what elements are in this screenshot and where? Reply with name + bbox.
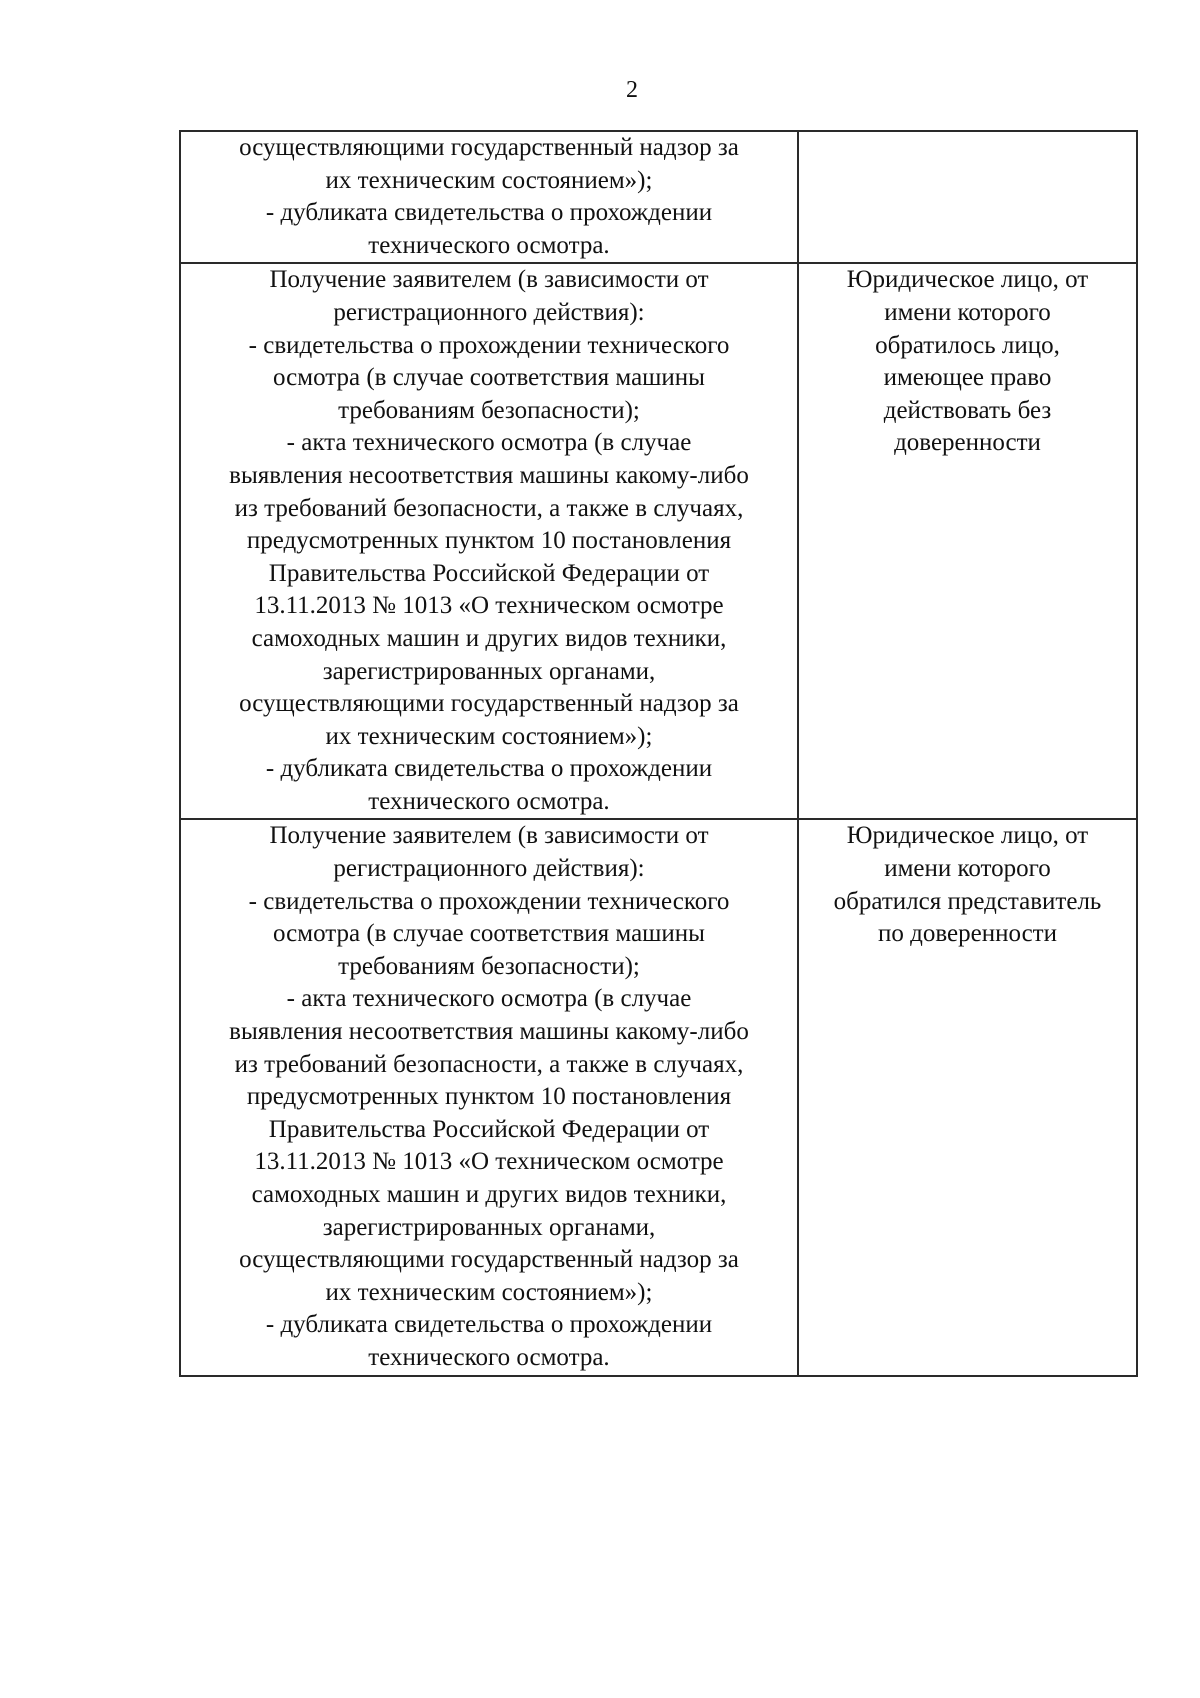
table-cell-left [180, 819, 798, 1375]
cell-text-line: предусмотренных пунктом 10 постановления [246, 527, 732, 555]
cell-text-line: регистрационного действия): [333, 298, 645, 326]
cell-text-line: обратилось лицо, [875, 331, 1060, 359]
table-cell-left [180, 263, 798, 819]
cell-text-line: их техническим состоянием»); [325, 722, 653, 750]
cell-text-line: регистрационного действия): [333, 855, 645, 883]
cell-text-line: - свидетельства о прохождении технического [248, 887, 730, 915]
cell-text-line: - акта технического осмотра (в случае [286, 985, 692, 1013]
cell-text-line: по доверенности [878, 920, 1057, 948]
cell-text-line: Получение заявителем (в зависимости от [269, 266, 709, 294]
cell-text-line: Правительства Российской Федерации от [268, 1115, 710, 1143]
cell-text-line: доверенности [894, 429, 1041, 457]
cell-text-line: требованиям безопасности); [338, 396, 640, 424]
cell-text-line: Юридическое лицо, от [846, 822, 1089, 850]
cell-text-line: самоходных машин и других видов техники, [251, 1181, 727, 1208]
cell-text-line: технического осмотра. [368, 231, 610, 259]
cell-text-line: - акта технического осмотра (в случае [286, 429, 692, 457]
table-row [180, 263, 1137, 819]
cell-text-line: 13.11.2013 № 1013 «О техническом осмотре [254, 592, 724, 620]
cell-text-line: Правительства Российской Федерации от [268, 559, 710, 587]
table-row [180, 819, 1137, 1375]
table-cell-right [798, 131, 1137, 263]
cell-text-line: 13.11.2013 № 1013 «О техническом осмотре [254, 1148, 724, 1176]
page-number: 2 [626, 77, 638, 103]
cell-text-line: имени которого [884, 855, 1051, 883]
cell-text-line: осмотра (в случае соответствия машины [273, 920, 705, 948]
cell-text-line: из требований безопасности, а также в случаях, [234, 494, 744, 522]
cell-text-line: зарегистрированных органами, [322, 657, 656, 685]
cell-text-line: - дубликата свидетельства о прохождении [265, 199, 713, 227]
cell-text-line: имеющее право [883, 364, 1052, 392]
cell-text-line: выявления несоответствия машины какому-либо [229, 461, 749, 489]
cell-text-line: самоходных машин и других видов техники, [251, 624, 727, 652]
cell-text-line: выявления несоответствия машины какому-либо [229, 1018, 749, 1046]
cell-text-line: их техническим состоянием»); [325, 1278, 653, 1306]
cell-text-line: Получение заявителем (в зависимости от [269, 822, 709, 850]
cell-text-line: имени которого [884, 298, 1051, 326]
cell-text-line: зарегистрированных органами, [322, 1213, 656, 1241]
cell-text-line: Юридическое лицо, от [846, 266, 1089, 294]
cell-text-line: осмотра (в случае соответствия машины [273, 364, 705, 392]
cell-text-line: - свидетельства о прохождении технического [248, 331, 730, 359]
cell-text-line: их техническим состоянием»); [325, 166, 653, 194]
table-row [180, 131, 1137, 263]
cell-text-line: предусмотренных пунктом 10 постановления [246, 1083, 732, 1111]
cell-text-line: требованиям безопасности); [338, 952, 640, 980]
table-cell-right [798, 263, 1137, 819]
cell-text-line: технического осмотра. [368, 1343, 610, 1371]
table-cell-right [798, 819, 1137, 1375]
cell-text-line: обратился представитель [833, 887, 1102, 915]
cell-text-line: осуществляющими государственный надзор за [239, 134, 739, 161]
document-table [179, 130, 1138, 1377]
cell-text-line: из требований безопасности, а также в случаях, [234, 1050, 744, 1078]
cell-text-line: действовать без [883, 396, 1052, 424]
cell-text-line: осуществляющими государственный надзор за [239, 1246, 739, 1274]
cell-text-line: осуществляющими государственный надзор за [239, 690, 739, 718]
table-cell-left [180, 131, 798, 263]
cell-text-line: - дубликата свидетельства о прохождении [265, 1311, 713, 1339]
cell-text-line: технического осмотра. [368, 787, 610, 815]
cell-text-line: - дубликата свидетельства о прохождении [265, 755, 713, 783]
